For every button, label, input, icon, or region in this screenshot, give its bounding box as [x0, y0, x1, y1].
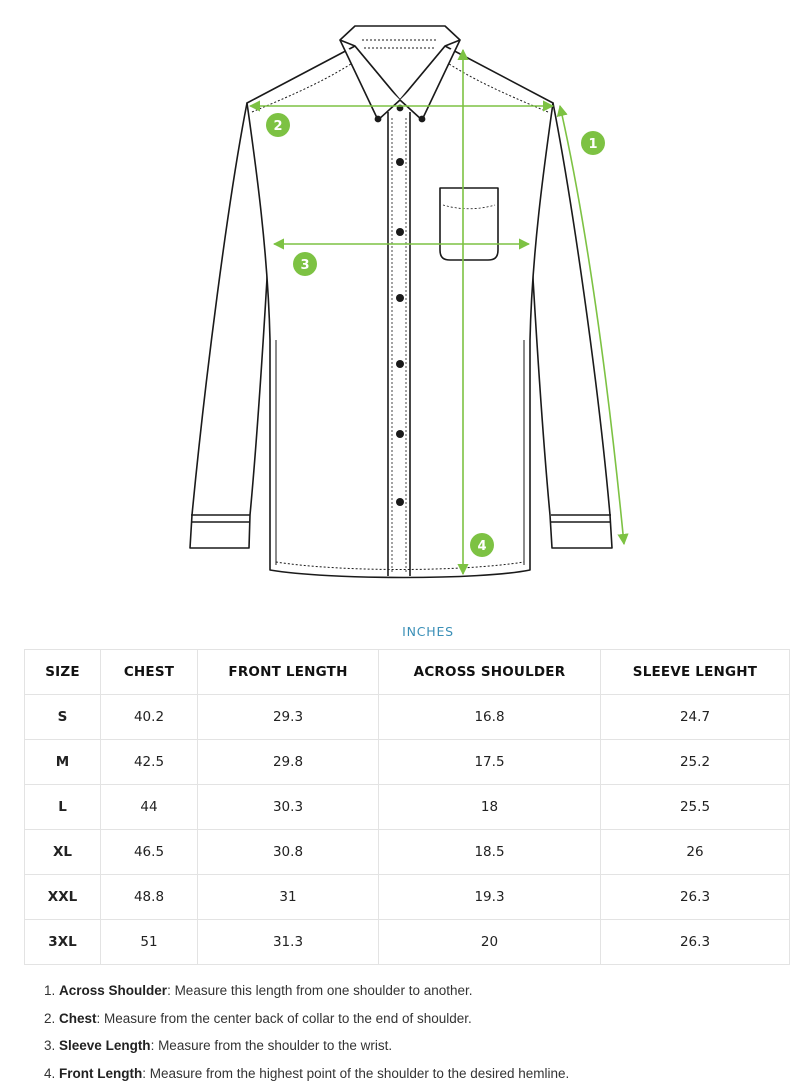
table-row — [25, 920, 790, 965]
sleeve-length-cell: 25.2 — [601, 740, 790, 785]
note-item: 2. Chest: Measure from the center back of collar to the end of shoulder. — [44, 1010, 472, 1026]
table-row — [25, 785, 790, 830]
size-cell: L — [25, 785, 101, 830]
note-item: 3. Sleeve Length: Measure from the shoulder to the wrist. — [44, 1038, 393, 1054]
size-cell: XL — [25, 830, 101, 875]
sleeve-length-cell: 26.3 — [601, 920, 790, 965]
marker-2-badge — [266, 113, 290, 137]
svg-text:3: 3 — [300, 258, 310, 273]
marker-3-badge — [293, 252, 317, 276]
across-shoulder-cell: 16.8 — [379, 695, 601, 740]
table-row — [25, 830, 790, 875]
size-cell: XXL — [25, 875, 101, 920]
across-shoulder-cell: 18 — [379, 785, 601, 830]
sleeve-length-cell: 24.7 — [601, 695, 790, 740]
svg-text:2: 2 — [273, 119, 283, 134]
note-item: 1. Across Shoulder: Measure this length from one shoulder to another. — [44, 983, 473, 998]
chest-cell: 44 — [101, 785, 198, 830]
chest-pocket — [440, 188, 498, 260]
sleeve-length-cell: 25.5 — [601, 785, 790, 830]
svg-text:1: 1 — [588, 137, 598, 152]
chest-cell: 46.5 — [101, 830, 198, 875]
size-cell: M — [25, 740, 101, 785]
across-shoulder-cell: 18.5 — [379, 830, 601, 875]
size-chart-table — [24, 649, 790, 965]
across-shoulder-cell: 19.3 — [379, 875, 601, 920]
header-sleeve-length: SLEEVE LENGHT — [601, 650, 790, 695]
sleeve-length-cell: 26.3 — [601, 875, 790, 920]
unit-label: INCHES — [402, 624, 454, 639]
front-length-cell: 30.3 — [198, 785, 379, 830]
chest-cell: 40.2 — [101, 695, 198, 740]
table-row — [25, 875, 790, 920]
front-length-cell: 31.3 — [198, 920, 379, 965]
header-size: SIZE — [25, 650, 101, 695]
front-length-cell: 29.8 — [198, 740, 379, 785]
size-cell: 3XL — [25, 920, 101, 965]
front-length-cell: 29.3 — [198, 695, 379, 740]
front-length-cell: 31 — [198, 875, 379, 920]
chest-cell: 42.5 — [101, 740, 198, 785]
shirt-body — [247, 46, 553, 578]
header-front-length: FRONT LENGTH — [198, 650, 379, 695]
chest-cell: 48.8 — [101, 875, 198, 920]
marker-1-badge — [581, 131, 605, 155]
chest-cell: 51 — [101, 920, 198, 965]
header-chest: CHEST — [101, 650, 198, 695]
front-length-cell: 30.8 — [198, 830, 379, 875]
across-shoulder-cell: 17.5 — [379, 740, 601, 785]
sleeve-length-cell: 26 — [601, 830, 790, 875]
header-across-shoulder: ACROSS SHOULDER — [379, 650, 601, 695]
svg-text:4: 4 — [477, 539, 487, 554]
measurement-notes — [44, 981, 569, 1092]
table-row — [25, 695, 790, 740]
marker-4-badge — [470, 533, 494, 557]
table-row — [25, 740, 790, 785]
note-item: 4. Front Length: Measure from the highest point of the shoulder to the desired hemline. — [44, 1066, 570, 1082]
table-header-row — [25, 650, 790, 695]
across-shoulder-cell: 20 — [379, 920, 601, 965]
size-cell: S — [25, 695, 101, 740]
